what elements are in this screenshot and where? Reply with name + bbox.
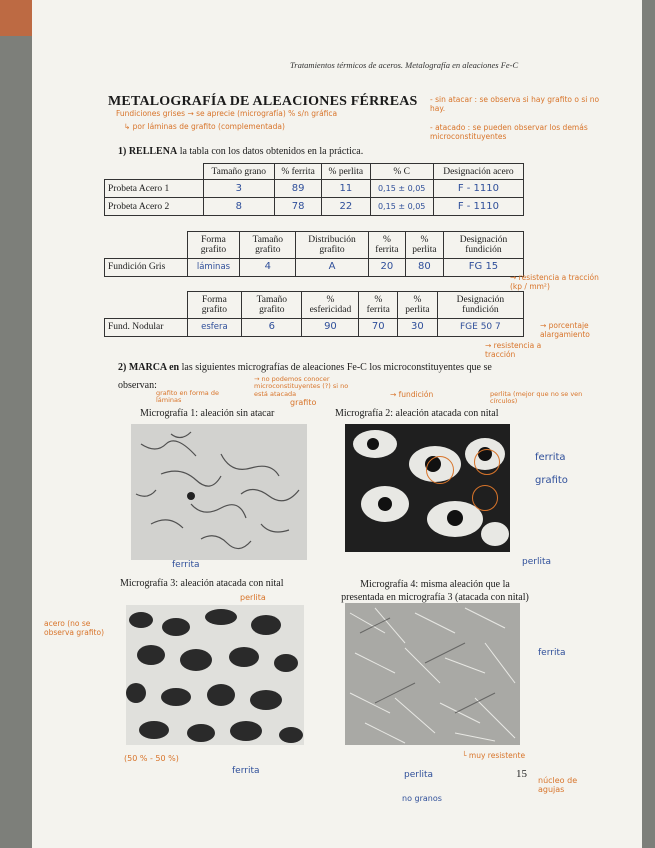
label-grafito-m2: grafito (535, 475, 568, 486)
note-acero: acero (no se observa grafito) (44, 619, 104, 637)
cell-value: 11 (322, 180, 370, 198)
cell-value: 0,15 ± 0,05 (370, 198, 433, 216)
note-perlita-circles: perlita (mejor que no se ven círculos) (490, 390, 583, 406)
section-2-prompt (118, 362, 492, 373)
table-header: % ferrita (275, 164, 322, 180)
caption-micrograph-4-line1: Micrografía 4: misma aleación que la (360, 579, 510, 590)
cell-value: 90 (302, 318, 359, 336)
section-2-text: las siguientes micrografías de aleaciones Fe-C los microconstituyentes que se (179, 362, 492, 373)
row-label: Probeta Acero 1 (105, 180, 204, 198)
table-header-row (105, 292, 524, 319)
table-header: Tamaño grano (203, 164, 275, 180)
caption-micrograph-4-line2: presentada en micrografía 3 (atacada con nital) (341, 592, 529, 603)
table-header: % ferrita (368, 232, 405, 259)
section-2-prompt-line2: observan: (118, 380, 157, 391)
table-header: % perlita (398, 292, 438, 319)
note-no-podemos: → no podemos conocer microconstituyentes (?) si no está atacada (254, 375, 349, 398)
cell-value: FGE 50 7 (437, 318, 523, 336)
cell-value: 4 (240, 258, 296, 276)
micrograph-1-texture (131, 424, 307, 560)
micrograph-1 (131, 424, 307, 560)
table-header: Designación acero (433, 164, 523, 180)
label-ferrita-m2: ferrita (535, 452, 566, 463)
table-header: % perlita (405, 232, 443, 259)
cell-value: F - 1110 (433, 180, 523, 198)
table-header: % esfericidad (302, 292, 359, 319)
row-label: Probeta Acero 2 (105, 198, 204, 216)
cell-value: 78 (275, 198, 322, 216)
section-2-bold: 2) MARCA en (118, 362, 180, 373)
table-corner (105, 292, 188, 319)
cell-value: 6 (242, 318, 302, 336)
note-title-line2: ↳ por láminas de grafito (complementada) (124, 122, 285, 131)
table-row (105, 180, 524, 198)
table-header-row (105, 164, 524, 180)
section-1-prompt (118, 146, 363, 157)
table-header: Forma grafito (187, 232, 240, 259)
cell-value: 0,15 ± 0,05 (370, 180, 433, 198)
cell-value: 20 (368, 258, 405, 276)
cell-value: FG 15 (443, 258, 523, 276)
note-grafito: grafito (290, 398, 317, 407)
label-perlita-m4: perlita (404, 770, 433, 780)
cell-value: 80 (405, 258, 443, 276)
cell-value: 3 (203, 180, 275, 198)
label-no-granos: no granos (402, 794, 442, 803)
cell-value: 89 (275, 180, 322, 198)
micrograph-3 (126, 605, 304, 745)
annotation-circle (472, 485, 498, 511)
table-header: Forma grafito (187, 292, 242, 319)
table-header: % perlita (322, 164, 370, 180)
cell-value: 30 (398, 318, 438, 336)
label-ferrita-m1: ferrita (172, 560, 200, 570)
note-grafito-laminas: grafito en forma de láminas (156, 389, 219, 405)
running-header: Tratamientos térmicos de aceros. Metalografía en aleaciones Fe-C (290, 60, 519, 70)
note-percentage: (50 % - 50 %) (124, 754, 179, 763)
note-tensile-strength: → resistencia a tracción (kp / mm²) (510, 273, 599, 291)
cell-value: F - 1110 (433, 198, 523, 216)
label-perlita-m3: perlita (240, 593, 266, 602)
note-fundicion: → fundición (390, 390, 434, 399)
table-gray-iron (104, 231, 524, 277)
table-nodular-iron (104, 291, 524, 337)
table-header: % ferrita (359, 292, 398, 319)
note-elongation: → porcentaje alargamiento (540, 321, 590, 339)
table-header: Tamaño grafito (242, 292, 302, 319)
page-title: METALOGRAFÍA DE ALEACIONES FÉRREAS (108, 94, 418, 109)
label-ferrita-m3: ferrita (232, 766, 260, 776)
micrograph-4-texture (345, 603, 520, 745)
row-label: Fundición Gris (105, 258, 188, 276)
label-ferrita-m4: ferrita (538, 648, 566, 658)
cell-value: 8 (203, 198, 275, 216)
caption-micrograph-2: Micrografía 2: aleación atacada con nital (335, 408, 499, 419)
cell-value: esfera (187, 318, 242, 336)
note-needle-core: núcleo de agujas (538, 776, 578, 795)
table-header: % C (370, 164, 433, 180)
annotation-circle (474, 449, 500, 475)
table-header: Distribución grafito (296, 232, 369, 259)
annotation-circle (426, 456, 454, 484)
table-steels (104, 163, 524, 216)
table-row (105, 318, 524, 336)
note-very-resistant: └ muy resistente (462, 751, 526, 760)
table-row (105, 258, 524, 276)
row-label: Fund. Nodular (105, 318, 188, 336)
note-sin-atacar: - sin atacar : se observa si hay grafito o si no hay. (430, 95, 600, 113)
micrograph-3-texture (126, 605, 304, 745)
cell-value: 70 (359, 318, 398, 336)
table-header: Designación fundición (443, 232, 523, 259)
cell-value: A (296, 258, 369, 276)
table-header-row (105, 232, 524, 259)
binder-corner-mark (0, 0, 34, 36)
note-atacado: - atacado : se pueden observar los demás microconstituyentes (430, 123, 588, 141)
table-header: Tamaño grafito (240, 232, 296, 259)
caption-micrograph-3: Micrografía 3: aleación atacada con nital (120, 578, 284, 589)
table-header: Designación fundición (437, 292, 523, 319)
table-corner (105, 232, 188, 259)
micrograph-4 (345, 603, 520, 745)
table-row (105, 198, 524, 216)
table-corner (105, 164, 204, 180)
cell-value: láminas (187, 258, 240, 276)
note-tensile-below: → resistencia a tracción (485, 341, 542, 359)
page-number: 15 (516, 768, 527, 780)
label-perlita-m2: perlita (522, 557, 551, 567)
caption-micrograph-1: Micrografía 1: aleación sin atacar (140, 408, 275, 419)
caption-micrograph-4 (320, 578, 550, 604)
cell-value: 22 (322, 198, 370, 216)
section-1-text: la tabla con los datos obtenidos en la práctica. (177, 146, 364, 157)
section-1-bold: 1) RELLENA (118, 146, 178, 157)
note-title-line1: Fundiciones grises → se aprecie (micrografía) % s/n gráfica (116, 109, 338, 118)
